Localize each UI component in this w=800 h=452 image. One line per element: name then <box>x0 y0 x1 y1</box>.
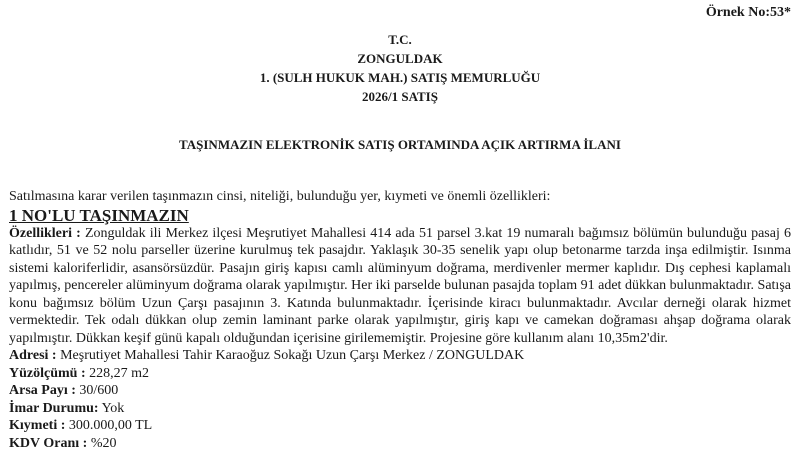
field-value: Meşrutiyet Mahallesi Tahir Karaoğuz Sokağı Uzun Çarşı Merkez / ZONGULDAK <box>60 348 524 363</box>
field-label: İmar Durumu: <box>9 401 99 416</box>
header-line-tc: T.C. <box>0 30 800 49</box>
features-paragraph <box>9 225 791 348</box>
field-area <box>9 365 791 383</box>
field-label: Arsa Payı : <box>9 383 76 398</box>
document-header <box>0 30 800 106</box>
field-vat-rate <box>9 435 791 452</box>
features-text: Zonguldak ili Merkez ilçesi Meşrutiyet Mahallesi 414 ada 51 parsel 3.kat 19 numaralı bağımsız bölümün bulunduğu pasaj 6 katlıdır, 51 ve 52 nolu parseller üzerine kurulmuş tek pasajdır. Yaklaşık 30-35 senelik yapı olup betonarme tarzda inşa edilmiştir. Isınma sistemi kaloriferlidir, asansörsüzdür. Pasajın giriş kapısı camlı alüminyum doğrama, merdivenler mermer kaplıdır. Dış cephesi kaplamalı yapılmış, pencereler alüminyum doğrama olarak yapılmıştır. Her iki parselde bulunan pasajda toplam 91 adet dükkan bulunmaktadır. Satışa konu bağımsız bölüm Uzun Çarşı pasajının 3. Katında bulunmaktadır. İçerisinde kiracı bulunmaktadır. Avcılar derneği olarak hizmet vermektedir. Tek odalı dükkan olup zemin laminant parke olarak yapılmıştır, giriş kapı ve camekan doğraması ahşap doğrama olarak yapılmıştır. Dükkan keşif günü kapalı olduğundan içerisine girilememiştir. Projesine göre kullanım alanı 10,35m2'dir. <box>9 226 791 346</box>
field-label: Kıymeti : <box>9 418 65 433</box>
field-address <box>9 347 791 365</box>
intro-text: Satılmasına karar verilen taşınmazın cinsi, niteliği, bulunduğu yer, kıymeti ve önemli özellikleri: <box>9 188 791 206</box>
field-value: 30/600 <box>79 383 118 398</box>
field-land-share <box>9 382 791 400</box>
document-body <box>9 188 791 452</box>
header-line-office: 1. (SULH HUKUK MAH.) SATIŞ MEMURLUĞU <box>0 68 800 87</box>
field-label: Adresi : <box>9 348 57 363</box>
field-value-amount <box>9 417 791 435</box>
page-title: TAŞINMAZIN ELEKTRONİK SATIŞ ORTAMINDA AÇIK ARTIRMA İLANI <box>0 137 800 153</box>
header-line-sale-no: 2026/1 SATIŞ <box>0 87 800 106</box>
features-label: Özellikleri : <box>9 226 81 241</box>
field-value: 300.000,00 TL <box>69 418 152 433</box>
field-value: %20 <box>91 436 117 451</box>
field-label: Yüzölçümü : <box>9 366 86 381</box>
sample-number: Örnek No:53* <box>706 5 791 21</box>
field-value: Yok <box>102 401 125 416</box>
field-value: 228,27 m2 <box>89 366 149 381</box>
field-zoning <box>9 400 791 418</box>
header-line-city: ZONGULDAK <box>0 49 800 68</box>
section-heading: 1 NO'LU TAŞINMAZIN <box>9 206 791 225</box>
field-label: KDV Oranı : <box>9 436 87 451</box>
